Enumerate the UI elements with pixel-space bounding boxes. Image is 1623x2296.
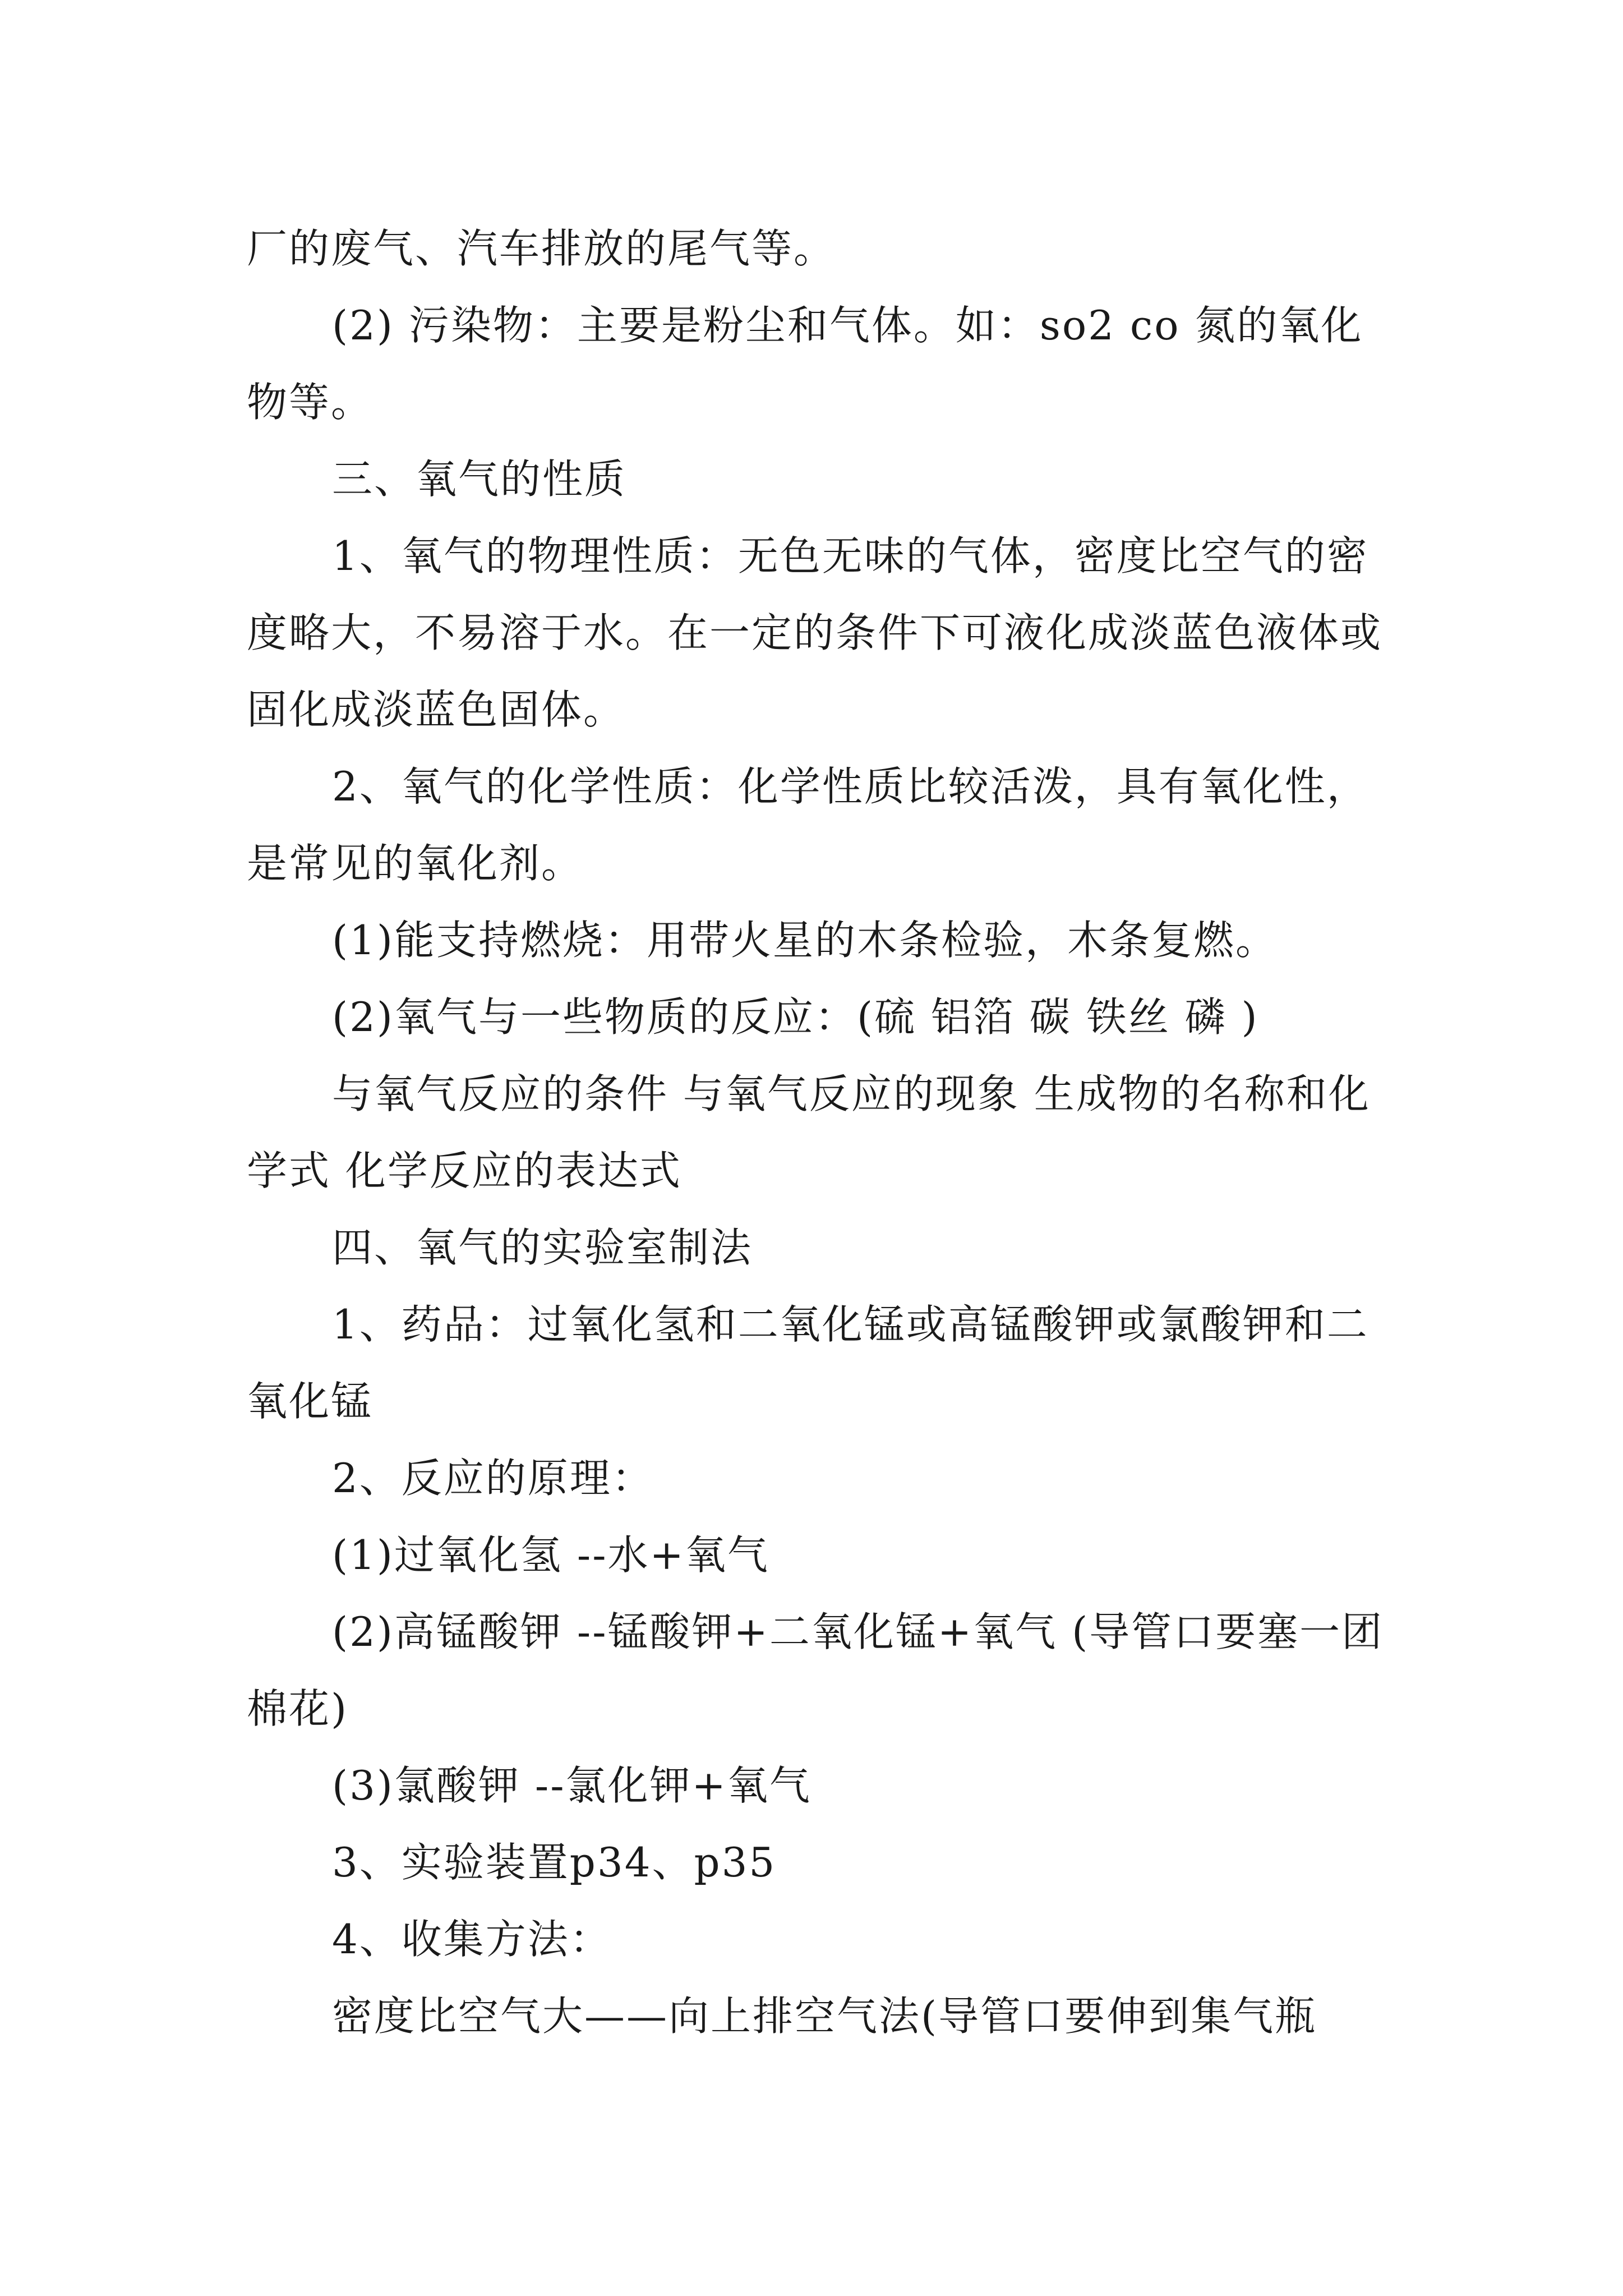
paragraph: 4、收集方法：: [332, 1916, 612, 1963]
paragraph: (1)能支持燃烧：用带火星的木条检验，木条复燃。: [332, 917, 1278, 964]
paragraph: 密度比空气大——向上排空气法(导管口要伸到集气瓶: [332, 1993, 1317, 2040]
paragraph: (2)氧气与一些物质的反应：(硫 铝箔 碳 铁丝 磷 ): [332, 993, 1259, 1041]
paragraph: 2、反应的原理：: [332, 1455, 654, 1502]
paragraph: (1)过氧化氢 --水+氧气: [332, 1531, 769, 1579]
paragraph: 3、实验装置p34、p35: [332, 1839, 777, 1886]
paragraph: (3)氯酸钾 --氯化钾+氧气: [332, 1762, 811, 1809]
paragraph: 厂的废气、汽车排放的尾气等。: [247, 225, 836, 272]
paragraph: (2)高锰酸钾 --锰酸钾+二氧化锰+氧气 (导管口要塞一团棉花): [247, 1608, 1384, 1732]
paragraph: 与氧气反应的条件 与氧气反应的现象 生成物的名称和化学式 化学反应的表达式: [247, 1070, 1371, 1194]
section-heading: 四、氧气的实验室制法: [332, 1224, 753, 1271]
section-heading: 三、氧气的性质: [332, 455, 627, 503]
document-body: [247, 210, 1391, 2055]
paragraph: 1、氧气的物理性质：无色无味的气体，密度比空气的密度略大，不易溶于水。在一定的条件下可液化成淡蓝色液体或固化成淡蓝色固体。: [247, 532, 1383, 733]
paragraph: 2、氧气的化学性质：化学性质比较活泼，具有氧化性，是常见的氧化剂。: [247, 763, 1369, 887]
paragraph: 1、药品：过氧化氢和二氧化锰或高锰酸钾或氯酸钾和二氧化锰: [247, 1301, 1369, 1425]
paragraph: (2) 污染物：主要是粉尘和气体。如：so2 co 氮的氧化物等。: [247, 302, 1363, 426]
